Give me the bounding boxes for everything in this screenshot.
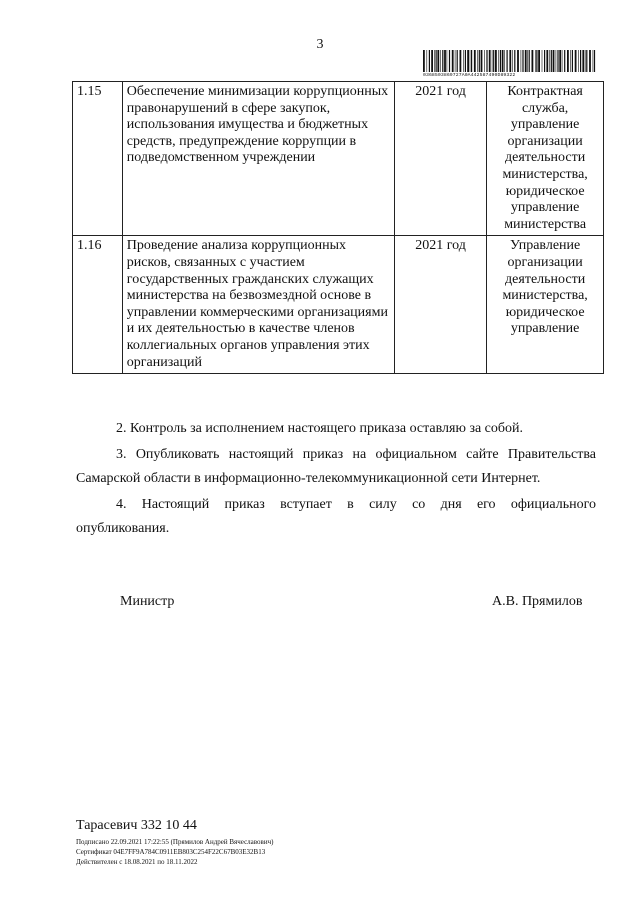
barcode-icon	[423, 50, 596, 72]
digital-sign-line: Подписано 22.09.2021 17:22:55 (Прямилов Андрей Вячеславович)	[76, 838, 274, 846]
paragraph-publish: 3. Опубликовать настоящий приказ на официальном сайте Правительства Самарской области в информационно-телекоммуникационной сети Интернет.	[76, 447, 596, 486]
digital-sign-line: Действителен с 18.08.2021 по 18.11.2022	[76, 858, 198, 866]
row-number: 1.15	[73, 82, 123, 236]
paragraph-control: 2. Контроль за исполнением настоящего приказа оставляю за собой.	[116, 421, 524, 436]
row-responsible: Управление организации деятельности министерства, юридическое управление	[487, 236, 604, 374]
table-row	[73, 236, 604, 374]
page-number: 3	[316, 37, 324, 52]
row-responsible: Контрактная служба, управление организации деятельности министерства, юридическое управление министерства	[487, 82, 604, 236]
row-deadline: 2021 год	[394, 82, 486, 236]
barcode-text: 0368503869727A0A442587490D89322	[423, 73, 516, 78]
row-deadline: 2021 год	[394, 236, 486, 374]
measures-table	[72, 81, 604, 374]
signatory-name: А.В. Прямилов	[492, 594, 583, 609]
signatory-title: Министр	[120, 594, 175, 609]
digital-sign-line: Сертификат 04E7FF9A784C0911EB803C254F22C67B03E32B13	[76, 848, 266, 856]
table-row	[73, 82, 604, 236]
row-measure: Обеспечение минимизации коррупционных правонарушений в сфере закупок, использования имущества и бюджетных средств, предупреждение коррупции в подведомственном учреждении	[122, 82, 394, 236]
row-number: 1.16	[73, 236, 123, 374]
paragraph-effective: 4. Настоящий приказ вступает в силу со дня его официального опубликования.	[76, 497, 596, 536]
row-measure: Проведение анализа коррупционных рисков, связанных с участием государственных гражданских служащих министерства на безвозмездной основе в управлении коммерческими организациями и их деятельностью в качестве членов коллегиальных органов управления этих организаций	[122, 236, 394, 374]
executor-contact: Тарасевич 332 10 44	[76, 818, 197, 833]
